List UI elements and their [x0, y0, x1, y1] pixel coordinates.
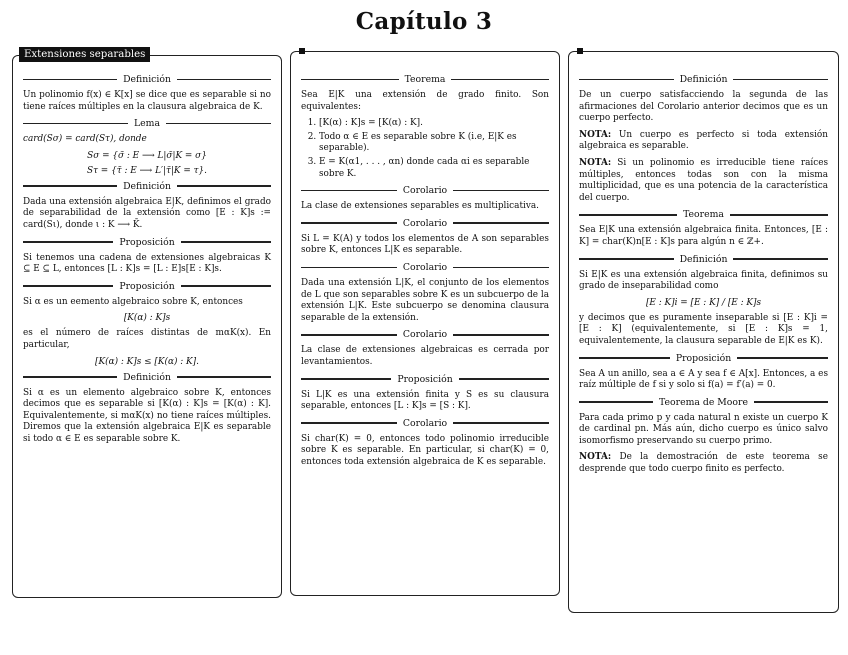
- theorem-text: Sea E|K una extensión algebraica finita. Entonces, [E : K] = char(K)n[E : K]s para algún n ∈ ℤ+.: [579, 225, 828, 247]
- section-header: Corolario: [301, 262, 549, 273]
- section-header: Definición: [23, 372, 271, 383]
- theorem-text: Para cada primo p y cada natural n existe un cuerpo K de cardinal pn. Más aún, dicho cuerpo es único salvo isomorfismo preservando su cuerpo primo.: [579, 412, 828, 446]
- note: NOTA: Si un polinomio es irreducible tiene raíces múltiples, entonces todas son con la misma multiplicidad, que es una potencia de la característica del cuerpo.: [579, 157, 828, 203]
- proposition-equation-2: [K(α) : K]s ≤ [K(α) : K].: [95, 356, 199, 367]
- section-header: Lema: [23, 118, 271, 129]
- section-header: Definición: [579, 74, 828, 85]
- section-header: Proposición: [301, 374, 549, 385]
- corollary-text: La clase de extensiones separables es multiplicativa.: [301, 201, 539, 212]
- corollary-text: Dada una extensión L|K, el conjunto de los elementos de L que son separables sobre K es un subcuerpo de la extensión L|K. Este subcuerpo se denomina clausura separable de la extensión.: [301, 277, 549, 323]
- corner-marker: [299, 48, 305, 54]
- section-tab: Extensiones separables: [19, 47, 150, 62]
- list-item: 1. [K(α) : K]s = [K(α) : K].: [319, 118, 549, 130]
- corner-marker: [577, 48, 583, 54]
- proposition-text: Si α es un eemento algebraico sobre K, entonces: [23, 296, 243, 307]
- section-header: Corolario: [301, 329, 549, 340]
- list-item: 3. E = K(α1, . . . , αn) donde cada αi es separable sobre K.: [319, 157, 549, 180]
- section-header: Definición: [579, 254, 828, 265]
- section-header: Teorema: [579, 209, 828, 220]
- proposition-text: Sea A un anillo, sea a ∈ A y sea f ∈ A[x]. Entonces, a es raíz múltiple de f si y solo si f(a) = f′(a) = 0.: [579, 368, 828, 391]
- section-header: Proposición: [23, 281, 271, 292]
- section-header: Proposición: [579, 353, 828, 364]
- lemma-text: card(Sσ) = card(Sτ), donde: [23, 134, 147, 145]
- list-item: 2. Todo α ∈ E es separable sobre K (i.e, E|K es separable).: [319, 132, 549, 155]
- note: NOTA: Un cuerpo es perfecto si toda extensión algebraica es separable.: [579, 129, 828, 152]
- proposition-text-2: es el número de raíces distintas de mαK(x). En particular,: [23, 328, 271, 350]
- theorem-text: Sea E|K una extensión de grado finito. Son equivalentes:: [301, 90, 549, 112]
- column-3: [568, 51, 839, 613]
- lemma-equation-2: Sτ = {τ̃ : E ⟶ L′|τ̃|K = τ}.: [87, 165, 207, 176]
- note: NOTA: De la demostración de este teorema se desprende que todo cuerpo finito es perfecto.: [579, 452, 828, 475]
- column-2: [290, 51, 560, 596]
- column-1: [12, 55, 282, 598]
- definition-text-2: y decimos que es puramente inseparable si [E : K]i = [E : K] (equivalentemente, si [E : K]s = 1, equivalentemente, la clausura separable de E|K es K).: [579, 312, 828, 346]
- definition-text: De un cuerpo satisfacciendo la segunda de las afirmaciones del Corolario anterior decimos que es un cuerpo perfecto.: [579, 90, 828, 124]
- section-header: Proposición: [23, 237, 271, 248]
- section-header: Definición: [23, 74, 271, 85]
- lemma-equation-1: Sσ = {σ̃ : E ⟶ L|σ̃|K = σ}: [87, 150, 207, 161]
- proposition-equation: [K(α) : K]s: [123, 313, 171, 324]
- section-header: Definición: [23, 181, 271, 192]
- section-header: Corolario: [301, 418, 549, 429]
- definition-equation: [E : K]i = [E : K] / [E : K]s: [645, 297, 762, 308]
- definition-text: Un polinomio f(x) ∈ K[x] se dice que es separable si no tiene raíces múltiples en la clausura algebraica de K.: [23, 90, 271, 112]
- definition-text: Si E|K es una extensión algebraica finita, definimos su grado de inseparabilidad como: [579, 269, 828, 292]
- theorem-list: [301, 118, 549, 180]
- proposition-text: Si tenemos una cadena de extensiones algebraicas K ⊆ E ⊆ L, entonces [L : K]s = [L : E]s[E : K]s.: [23, 252, 271, 275]
- section-header: Teorema: [301, 74, 549, 85]
- definition-text: Si α es un elemento algebraico sobre K, entonces decimos que es separable si [K(α) : K]s = [K(α) : K]. Equivalentemente, si mαK(x) no tiene raíces múltiples. Diremos que la extensión algebraica E|K es separable si todo α ∈ E es separable sobre K.: [23, 387, 271, 444]
- corollary-text: Si L = K(A) y todos los elementos de A son separables sobre K, entonces L|K es separable.: [301, 233, 549, 256]
- page-title: Capítulo 3: [355, 8, 493, 35]
- definition-text: Dada una extensión algebraica E|K, definimos el grado de separabilidad de la extensión como [E : K]s := card(Sι), donde ι : K ⟶ K̄.: [23, 196, 271, 230]
- corollary-text: La clase de extensiones algebraicas es cerrada por levantamientos.: [301, 345, 549, 367]
- section-header: Teorema de Moore: [579, 397, 828, 408]
- section-header: Corolario: [301, 218, 549, 229]
- section-header: Corolario: [301, 185, 549, 196]
- proposition-text: Si L|K es una extensión finita y S es su clausura separable, entonces [L : K]s = [S : K].: [301, 389, 549, 412]
- corollary-text: Si char(K) = 0, entonces todo polinomio irreducible sobre K es separable. En particular, si char(K) = 0, entonces toda extensión algebraica de K es separable.: [301, 433, 549, 467]
